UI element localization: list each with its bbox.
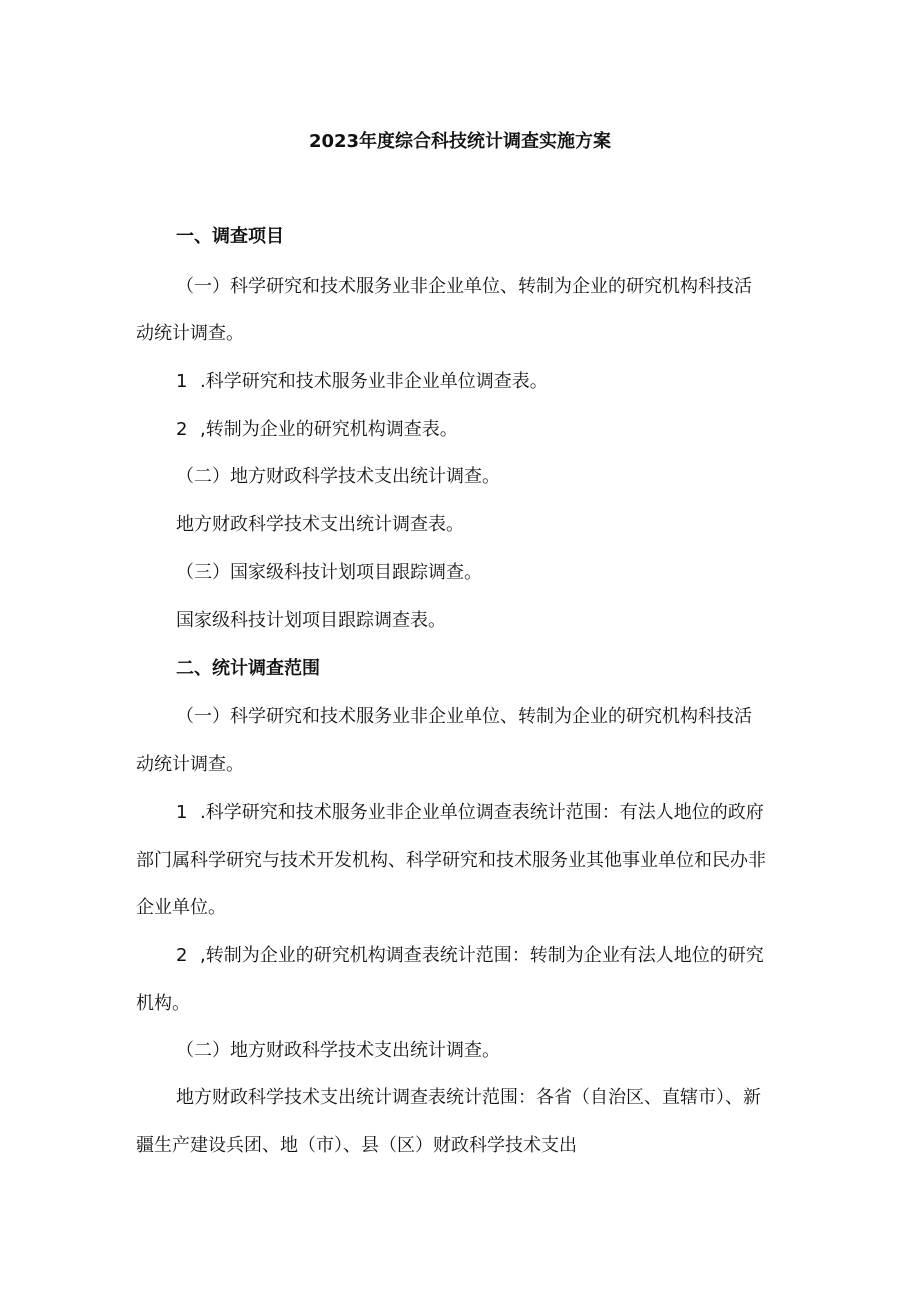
paragraph-line: （二）地方财政科学技术支出统计调查。 [176,466,500,487]
list-item [176,799,764,827]
paragraph-line: 动统计调查。 [136,323,244,344]
list-item-text: .科学研究和技术服务业非企业单位调查表统计范围：有法人地位的政府 [200,802,764,823]
paragraph-line: （三）国家级科技计划项目跟踪调查。 [176,562,482,583]
paragraph-line: 部门属科学研究与技术开发机构、科学研究和技术服务业其他事业单位和民办非 [136,850,766,871]
list-item [176,368,548,396]
paragraph-line: （一）科学研究和技术服务业非企业单位、转制为企业的研究机构科技活 [176,706,752,727]
paragraph-line: 机构。 [136,993,190,1014]
paragraph-line: 动统计调查。 [136,754,244,775]
list-item [176,416,458,444]
paragraph-line: （一）科学研究和技术服务业非企业单位、转制为企业的研究机构科技活 [176,276,752,297]
list-item-number: 2 [176,419,188,440]
list-item-text: ,转制为企业的研究机构调查表。 [200,419,458,440]
list-item-text: .科学研究和技术服务业非企业单位调查表。 [200,371,548,392]
list-item [176,942,764,970]
paragraph-line: 地方财政科学技术支出统计调查表。 [176,514,464,535]
list-item-number: 1 [176,802,188,823]
paragraph-line: 疆生产建设兵团、地（市）、县（区）财政科学技术支出 [136,1135,577,1156]
paragraph-line: 国家级科技计划项目跟踪调查表。 [176,610,446,631]
paragraph-line: （二）地方财政科学技术支出统计调查。 [176,1040,500,1061]
list-item-number: 1 [176,371,188,392]
section-heading-survey-items: 一、调查项目 [176,226,284,247]
document-title: 2023年度综合科技统计调查实施方案 [308,131,612,152]
list-item-text: ,转制为企业的研究机构调查表统计范围：转制为企业有法人地位的研究 [200,945,764,966]
paragraph-line: 地方财政科学技术支出统计调查表统计范围：各省（自治区、直辖市）、新 [176,1087,761,1108]
paragraph-line: 企业单位。 [136,897,226,918]
list-item-number: 2 [176,945,188,966]
section-heading-survey-scope: 二、统计调查范围 [176,658,320,679]
